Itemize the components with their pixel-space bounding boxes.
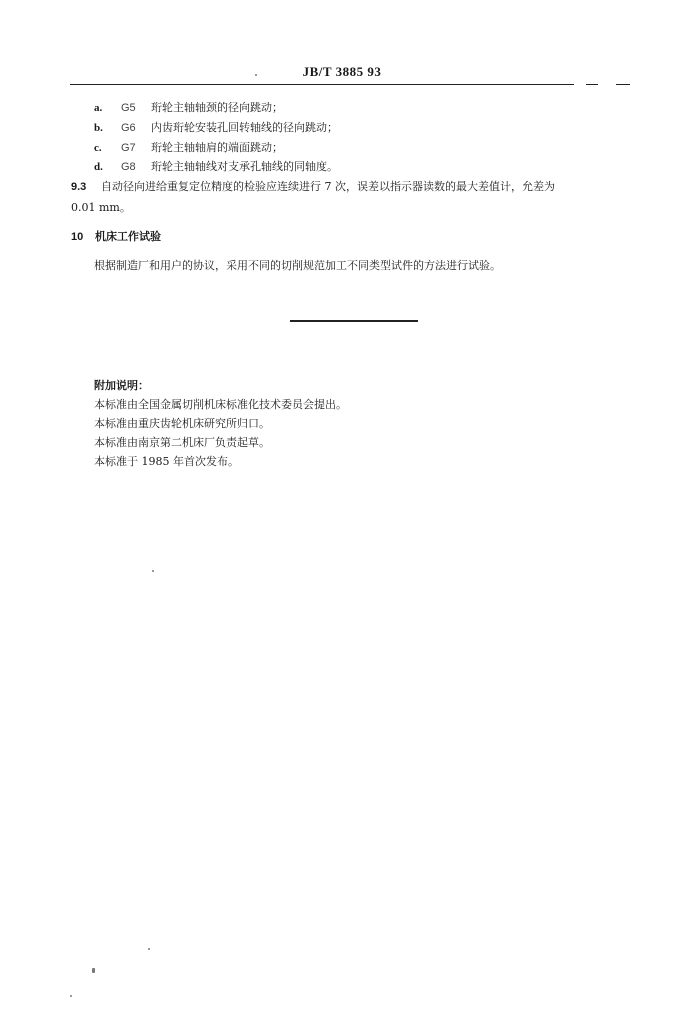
scan-speck: [255, 74, 257, 76]
list-item: [94, 141, 283, 155]
list-item-letter: c.: [94, 142, 102, 154]
list-item-text: 珩轮主轴轴肩的端面跳动；: [151, 141, 283, 154]
clause-9-3-line-1: [71, 180, 555, 194]
section-10-heading: [71, 230, 161, 244]
list-item-text: 珩轮主轴轴颈的径向跳动；: [151, 101, 283, 114]
section-10-body: 根据制造厂和用户的协议，采用不同的切削规范加工不同类型试件的方法进行试验。: [94, 259, 501, 272]
clause-number: 9.3: [71, 181, 87, 193]
scan-speck: [92, 968, 95, 973]
list-item-code: G7: [121, 142, 136, 154]
header-rule-gap: [574, 84, 586, 86]
list-item-text: 内齿珩轮安装孔回转轴线的径向跳动；: [151, 121, 338, 134]
page-header-standard-number: JB/T 3885 93: [302, 64, 382, 79]
scan-speck: [70, 995, 72, 997]
additional-note-line: 本标准由南京第二机床厂负责起草。: [94, 436, 270, 449]
end-divider: [290, 320, 418, 322]
header-rule-gap: [598, 84, 616, 86]
additional-notes-title: 附加说明：: [94, 379, 149, 392]
clause-text: 自动径向进给重复定位精度的检验应连续进行 7 次，误差以指示器读数的最大差值计，允差为: [101, 180, 555, 193]
header-rule: [70, 84, 630, 85]
list-item-letter: b.: [94, 122, 103, 134]
list-item-code: G5: [121, 102, 136, 114]
list-item-code: G8: [121, 161, 136, 173]
list-item: [94, 121, 338, 135]
list-item-code: G6: [121, 122, 136, 134]
section-title: 机床工作试验: [95, 230, 161, 243]
additional-note-line: 本标准于 1985 年首次发布。: [94, 455, 239, 468]
section-number: 10: [71, 231, 84, 243]
list-item-text: 珩轮主轴轴线对支承孔轴线的同轴度。: [151, 160, 338, 173]
additional-note-line: 本标准由重庆齿轮机床研究所归口。: [94, 417, 270, 430]
list-item-letter: d.: [94, 161, 103, 173]
list-item: [94, 101, 283, 115]
additional-note-line: 本标准由全国金属切削机床标准化技术委员会提出。: [94, 398, 347, 411]
scan-speck: [148, 948, 150, 950]
clause-9-3-line-2: 0.01 mm。: [71, 201, 131, 214]
list-item: [94, 160, 338, 174]
list-item-letter: a.: [94, 102, 103, 114]
scan-speck: [152, 570, 154, 572]
